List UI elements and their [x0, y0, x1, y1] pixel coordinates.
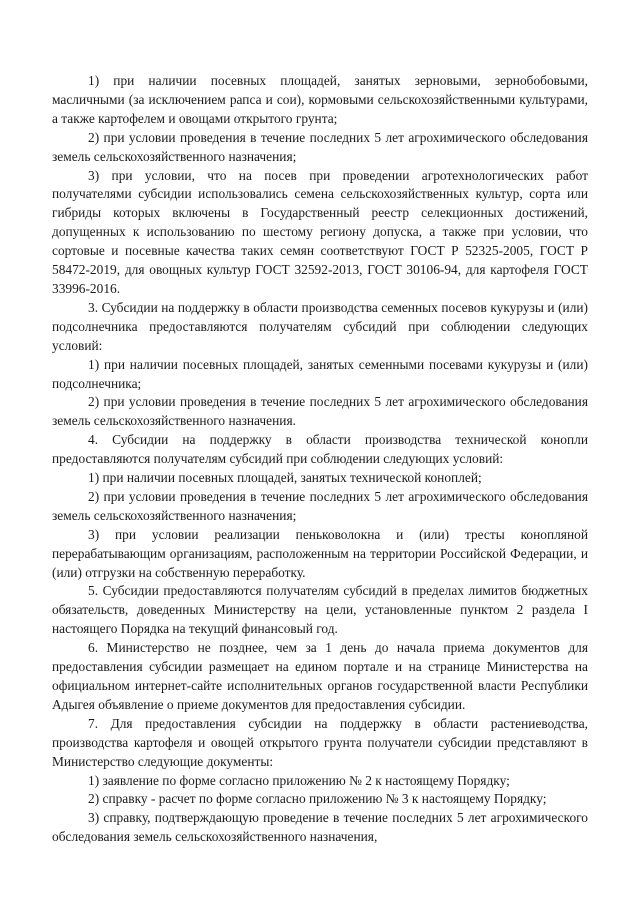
paragraph-12: 6. Министерство не позднее, чем за 1 день до начала приема документов для предоставления субсидии размещает на едином портале и на странице Министерства на официальном интернет-сайте исполнительных органов государственной власти Республики Адыгея объявление о приеме документов для предоставления субсидии.	[52, 640, 588, 712]
paragraph-5: 1) при наличии посевных площадей, занятых семенными посевами кукурузы и (или) подсолнечника;	[52, 356, 588, 391]
paragraph-16: 3) справку, подтверждающую проведение в течение последних 5 лет агрохимического обследования земель сельскохозяйственного назначения,	[52, 810, 588, 845]
paragraph-11: 5. Субсидии предоставляются получателям субсидий в пределах лимитов бюджетных обязательств, доведенных Министерству на цели, установленные пунктом 2 раздела I настоящего Порядка на текущий финансовый год.	[52, 583, 588, 637]
paragraph-10: 3) при условии реализации пеньковолокна и (или) тресты конопляной перерабатывающим организациям, расположенным на территории Российской Федерации, и (или) отгрузки на собственную переработку.	[52, 526, 588, 580]
paragraph-6: 2) при условии проведения в течение последних 5 лет агрохимического обследования земель сельскохозяйственного назначения.	[52, 394, 588, 429]
paragraph-1: 1) при наличии посевных площадей, занятых зерновыми, зернобобовыми, масличными (за исключением рапса и сои), кормовыми сельскохозяйственными культурами, а также картофелем и овощами открытого грунта;	[52, 73, 588, 126]
paragraph-3: 3) при условии, что на посев при проведении агротехнологических работ получателями субсидии использовались семена сельскохозяйственных культур, сорта или гибриды которых включены в Государственный реестр селекционных достижений, допущенных к использованию по шестому региону допуска, а также при условии, что сортовые и посевные качества таких семян соответствуют ГОСТ Р 52325-2005, ГОСТ Р 58472-2019, для овощных культур ГОСТ 32592-2013, ГОСТ 30106-94, для картофеля ГОСТ 33996-2016.	[52, 167, 588, 296]
paragraph-14: 1) заявление по форме согласно приложению № 2 к настоящему Порядку;	[88, 772, 510, 788]
paragraph-15: 2) справку - расчет по форме согласно приложению № 3 к настоящему Порядку;	[88, 791, 547, 807]
paragraph-2: 2) при условии проведения в течение последних 5 лет агрохимического обследования земель сельскохозяйственного назначения;	[52, 129, 588, 164]
paragraph-9: 2) при условии проведения в течение последних 5 лет агрохимического обследования земель сельскохозяйственного назначения;	[52, 488, 588, 523]
paragraph-8: 1) при наличии посевных площадей, занятых технической коноплей;	[88, 470, 482, 486]
paragraph-4: 3. Субсидии на поддержку в области производства семенных посевов кукурузы и (или) подсолнечника предоставляются получателям субсидий при соблюдении следующих условий:	[52, 299, 588, 353]
paragraph-13: 7. Для предоставления субсидии на поддержку в области растениеводства, производства картофеля и овощей открытого грунта получатели субсидии представляют в Министерство следующие документы:	[52, 715, 588, 769]
document-body	[52, 72, 588, 847]
paragraph-7: 4. Субсидии на поддержку в области производства технической конопли предоставляются получателям субсидий при соблюдении следующих условий:	[52, 432, 588, 467]
